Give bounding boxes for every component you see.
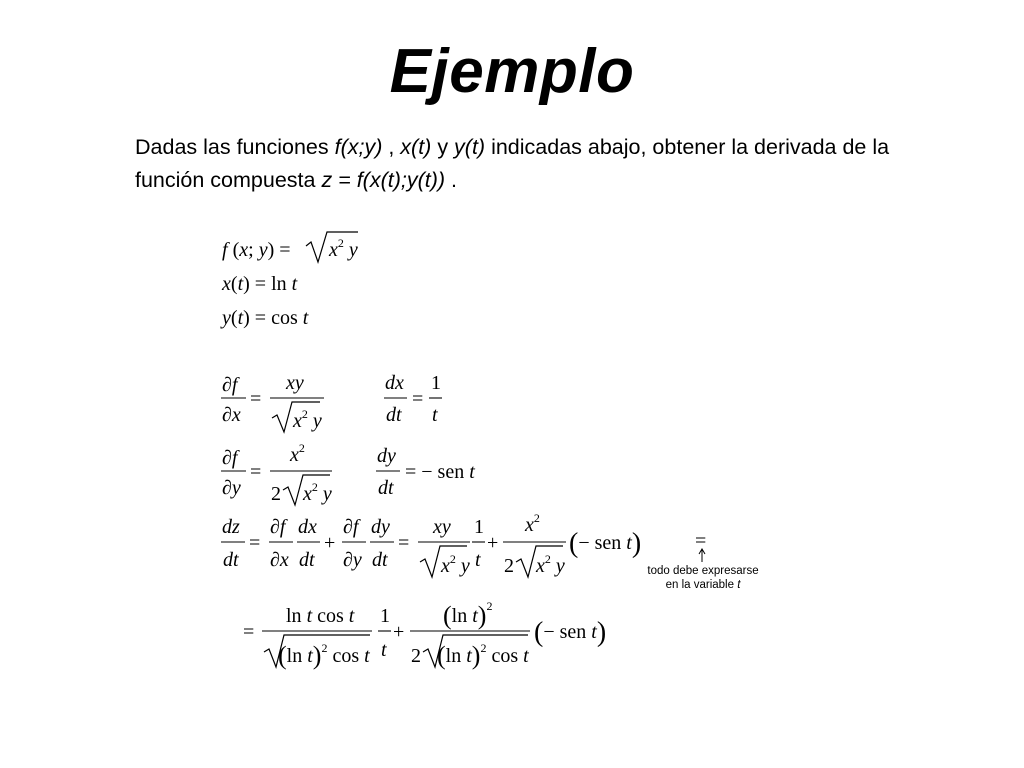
note-line-1: todo debe expresarse [647, 565, 759, 577]
svg-text:dx: dx [385, 372, 404, 394]
svg-text:(ln t)2 cos t: (ln t)$^2$ cos t [437, 641, 529, 670]
svg-text:x2 y: $x^2$ y [293, 407, 322, 432]
svg-text:(− sen t): (− sen t) [534, 617, 607, 648]
svg-text:x2 y: $x^2$ y [303, 480, 332, 505]
svg-text:x(t) = ln t: x(t) = ln t [222, 273, 298, 295]
svg-text:∂f: ∂f [343, 516, 359, 538]
formula-y-definition [220, 307, 309, 329]
formula-df-dy [221, 441, 332, 505]
svg-text:2: 2 [271, 483, 281, 505]
note-line-2: en la variable t [665, 579, 741, 591]
svg-text:xy: xy [286, 372, 304, 394]
svg-text:=: = [249, 532, 261, 554]
svg-text:x2: $x^2$ [525, 511, 540, 536]
intro-text-1: Dadas las funciones [135, 135, 335, 159]
svg-text:= − sen t: = − sen t [405, 461, 475, 483]
svg-text:∂f: ∂f [222, 447, 238, 469]
svg-text:+: + [324, 532, 336, 554]
svg-text:1: 1 [431, 372, 441, 394]
svg-text:x2: $x^2$ [290, 441, 305, 466]
svg-text:(ln t)2 cos t: (ln t)$^2$ cos t [278, 641, 370, 670]
svg-text:(ln t)2: (ln t)$^2$ [443, 599, 493, 630]
intro-z-expr: z = f(x(t);y(t)) [321, 168, 446, 192]
svg-text:x2 y: $x^2$ y [329, 236, 358, 261]
svg-text:dy: dy [371, 516, 390, 538]
formula-chain-rule [221, 511, 706, 577]
intro-y-t: y(t) [454, 135, 486, 159]
intro-text-3: y [431, 135, 455, 159]
svg-text:∂y: ∂y [343, 549, 362, 571]
formula-dy-dt [376, 445, 475, 499]
svg-text:∂y: ∂y [222, 477, 241, 499]
formula-x-definition [221, 273, 298, 295]
svg-text:dx: dx [298, 516, 317, 538]
svg-text:=: = [243, 621, 255, 643]
intro-text-2: , [382, 135, 401, 159]
svg-text:dy: dy [377, 445, 396, 467]
svg-text:=: = [250, 461, 262, 483]
svg-text:dt: dt [299, 549, 315, 571]
intro-text-5: . [445, 168, 458, 192]
svg-text:(− sen t): (− sen t) [569, 528, 642, 559]
svg-text:y(t) = cos t: y(t) = cos t [222, 307, 309, 329]
svg-text:ln t cos t: ln t cos t [286, 605, 355, 627]
svg-text:dz: dz [222, 516, 240, 538]
svg-text:2: 2 [411, 645, 421, 667]
svg-text:∂f: ∂f [222, 374, 238, 396]
svg-text:1: 1 [474, 516, 484, 538]
svg-text:+: + [393, 621, 405, 643]
intro-text-4: indicadas abajo, obtener la derivada de la función compuesta [135, 135, 890, 192]
slide-title: Ejemplo [389, 37, 635, 106]
svg-text:=: = [398, 532, 410, 554]
intro-x-t: x(t) [400, 135, 432, 159]
svg-text:t: t [381, 639, 387, 661]
formula-df-dx [221, 372, 324, 432]
svg-text:t: t [432, 404, 438, 426]
svg-text:x2 y: $x^2$ y [441, 552, 470, 577]
svg-text:+: + [487, 532, 499, 554]
svg-text:t: t [475, 549, 481, 571]
svg-text:f (x; y) =: f (x; y) = [222, 239, 291, 261]
svg-text:dt: dt [378, 477, 394, 499]
svg-text:dt: dt [372, 549, 388, 571]
intro-f-xy: f(x;y) [334, 135, 383, 159]
formula-final-result [243, 599, 606, 670]
formula-dx-dt [384, 372, 442, 426]
svg-text:=: = [412, 388, 424, 410]
note-annotation [647, 549, 758, 591]
svg-text:dt: dt [386, 404, 402, 426]
svg-text:xy: xy [433, 516, 451, 538]
svg-text:dt: dt [223, 549, 239, 571]
svg-text:=: = [695, 530, 707, 552]
svg-text:∂x: ∂x [222, 404, 241, 426]
svg-text:=: = [250, 388, 262, 410]
svg-text:2: 2 [504, 555, 514, 577]
svg-text:1: 1 [380, 605, 390, 627]
svg-text:x2 y: $x^2$ y [536, 552, 565, 577]
svg-text:∂f: ∂f [270, 516, 286, 538]
svg-text:∂x: ∂x [270, 549, 289, 571]
formula-f-definition [222, 232, 358, 262]
